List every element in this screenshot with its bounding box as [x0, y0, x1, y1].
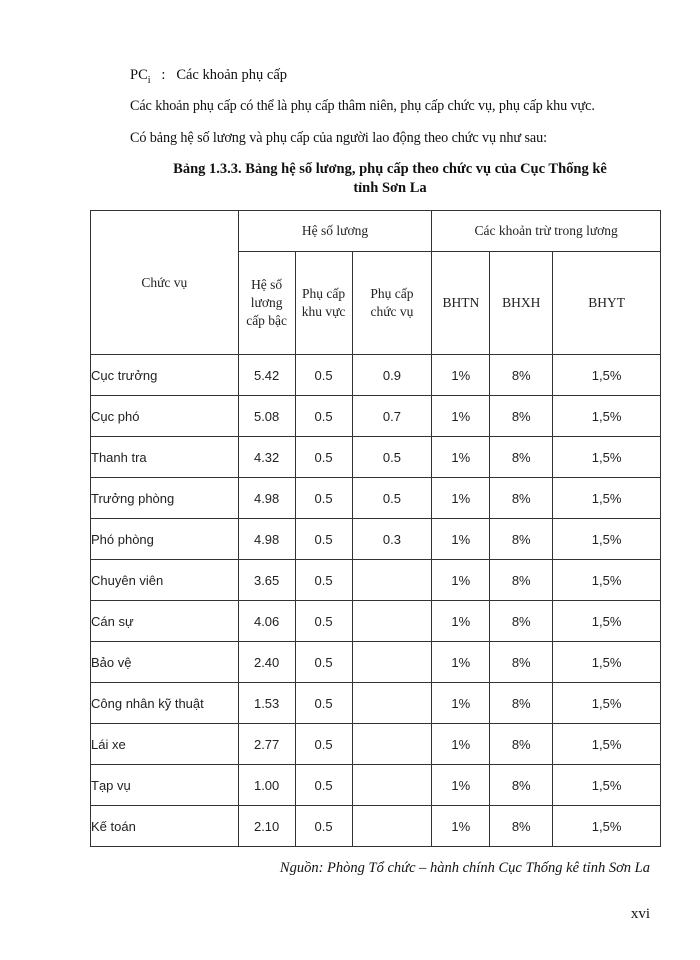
- cell-position: Trưởng phòng: [91, 478, 239, 519]
- cell-bhyt: 1,5%: [553, 560, 661, 601]
- header-deductions-group: Các khoản trừ trong lương: [432, 211, 661, 252]
- table-caption: [90, 160, 690, 198]
- cell-bhxh: 8%: [490, 765, 553, 806]
- cell-bhxh: 8%: [490, 478, 553, 519]
- cell-regional-allowance: 0.5: [295, 601, 352, 642]
- header-bhxh: BHXH: [490, 252, 553, 355]
- cell-bhtn: 1%: [432, 724, 490, 765]
- cell-bhxh: 8%: [490, 437, 553, 478]
- cell-bhtn: 1%: [432, 765, 490, 806]
- cell-regional-allowance: 0.5: [295, 560, 352, 601]
- cell-base-coefficient: 3.65: [238, 560, 295, 601]
- cell-bhtn: 1%: [432, 683, 490, 724]
- cell-bhxh: 8%: [490, 806, 553, 847]
- cell-position: Lái xe: [91, 724, 239, 765]
- cell-bhtn: 1%: [432, 601, 490, 642]
- cell-regional-allowance: 0.5: [295, 437, 352, 478]
- cell-bhxh: 8%: [490, 396, 553, 437]
- cell-regional-allowance: 0.5: [295, 724, 352, 765]
- cell-bhxh: 8%: [490, 560, 553, 601]
- pc-symbol: PC: [130, 67, 148, 83]
- cell-base-coefficient: 5.08: [238, 396, 295, 437]
- cell-regional-allowance: 0.5: [295, 806, 352, 847]
- cell-base-coefficient: 2.40: [238, 642, 295, 683]
- cell-position-allowance: [352, 642, 432, 683]
- table-row: [91, 642, 661, 683]
- pc-definition-line: [130, 67, 287, 86]
- cell-position: Tạp vụ: [91, 765, 239, 806]
- table-row: [91, 355, 661, 396]
- pc-separator: :: [161, 67, 166, 83]
- table-caption-line-2: tỉnh Sơn La: [353, 180, 427, 196]
- cell-bhxh: 8%: [490, 724, 553, 765]
- salary-coefficient-table: [90, 210, 661, 847]
- cell-position: Chuyên viên: [91, 560, 239, 601]
- cell-regional-allowance: 0.5: [295, 478, 352, 519]
- cell-base-coefficient: 4.98: [238, 519, 295, 560]
- cell-bhtn: 1%: [432, 478, 490, 519]
- cell-regional-allowance: 0.5: [295, 396, 352, 437]
- cell-bhyt: 1,5%: [553, 806, 661, 847]
- cell-bhtn: 1%: [432, 642, 490, 683]
- cell-bhyt: 1,5%: [553, 437, 661, 478]
- cell-position: Bảo vệ: [91, 642, 239, 683]
- cell-bhtn: 1%: [432, 355, 490, 396]
- cell-base-coefficient: 2.77: [238, 724, 295, 765]
- cell-position-allowance: 0.5: [352, 437, 432, 478]
- cell-position-allowance: [352, 683, 432, 724]
- table-header-row-1: [91, 211, 661, 252]
- table-caption-line-1: Bảng 1.3.3. Bảng hệ số lương, phụ cấp theo chức vụ của Cục Thống kê: [173, 161, 607, 177]
- cell-base-coefficient: 1.00: [238, 765, 295, 806]
- cell-bhxh: 8%: [490, 683, 553, 724]
- cell-regional-allowance: 0.5: [295, 355, 352, 396]
- header-base-coefficient: Hệ số lương cấp bậc: [238, 252, 295, 355]
- table-row: [91, 560, 661, 601]
- cell-position-allowance: 0.7: [352, 396, 432, 437]
- cell-position-allowance: [352, 601, 432, 642]
- cell-bhxh: 8%: [490, 519, 553, 560]
- cell-base-coefficient: 2.10: [238, 806, 295, 847]
- header-bhtn: BHTN: [432, 252, 490, 355]
- cell-bhtn: 1%: [432, 437, 490, 478]
- cell-regional-allowance: 0.5: [295, 519, 352, 560]
- cell-position: Kế toán: [91, 806, 239, 847]
- cell-position: Phó phòng: [91, 519, 239, 560]
- header-regional-allowance: Phụ cấp khu vực: [295, 252, 352, 355]
- cell-bhtn: 1%: [432, 560, 490, 601]
- cell-position-allowance: [352, 806, 432, 847]
- cell-position-allowance: [352, 724, 432, 765]
- table-source-note: Nguồn: Phòng Tổ chức – hành chính Cục Thống kê tỉnh Sơn La: [279, 860, 650, 876]
- table-row: [91, 437, 661, 478]
- cell-regional-allowance: 0.5: [295, 642, 352, 683]
- cell-position-allowance: [352, 560, 432, 601]
- table-row: [91, 478, 661, 519]
- cell-position-allowance: [352, 765, 432, 806]
- cell-position: Cục trưởng: [91, 355, 239, 396]
- cell-bhtn: 1%: [432, 396, 490, 437]
- cell-bhyt: 1,5%: [553, 642, 661, 683]
- pc-subscript: i: [147, 74, 151, 86]
- cell-position: Thanh tra: [91, 437, 239, 478]
- cell-base-coefficient: 4.06: [238, 601, 295, 642]
- cell-position-allowance: 0.9: [352, 355, 432, 396]
- cell-bhxh: 8%: [490, 642, 553, 683]
- cell-bhxh: 8%: [490, 601, 553, 642]
- cell-bhyt: 1,5%: [553, 519, 661, 560]
- cell-bhyt: 1,5%: [553, 683, 661, 724]
- header-bhyt: BHYT: [553, 252, 661, 355]
- cell-bhxh: 8%: [490, 355, 553, 396]
- cell-regional-allowance: 0.5: [295, 683, 352, 724]
- cell-bhyt: 1,5%: [553, 396, 661, 437]
- cell-base-coefficient: 4.32: [238, 437, 295, 478]
- cell-position: Cục phó: [91, 396, 239, 437]
- table-row: [91, 601, 661, 642]
- cell-base-coefficient: 1.53: [238, 683, 295, 724]
- paragraph-allowances: Các khoản phụ cấp có thể là phụ cấp thâm niên, phụ cấp chức vụ, phụ cấp khu vực.: [130, 98, 595, 114]
- cell-position: Công nhân kỹ thuật: [91, 683, 239, 724]
- table-row: [91, 765, 661, 806]
- header-coefficient-group: Hệ số lương: [238, 211, 432, 252]
- cell-regional-allowance: 0.5: [295, 765, 352, 806]
- table-row: [91, 519, 661, 560]
- cell-base-coefficient: 5.42: [238, 355, 295, 396]
- cell-bhyt: 1,5%: [553, 765, 661, 806]
- cell-position-allowance: 0.5: [352, 478, 432, 519]
- cell-position-allowance: 0.3: [352, 519, 432, 560]
- cell-bhyt: 1,5%: [553, 724, 661, 765]
- table-row: [91, 683, 661, 724]
- header-position: Chức vụ: [91, 211, 239, 355]
- header-position-allowance: Phụ cấp chức vụ: [352, 252, 432, 355]
- cell-bhtn: 1%: [432, 806, 490, 847]
- cell-bhtn: 1%: [432, 519, 490, 560]
- cell-bhyt: 1,5%: [553, 601, 661, 642]
- cell-bhyt: 1,5%: [553, 478, 661, 519]
- table-row: [91, 724, 661, 765]
- cell-bhyt: 1,5%: [553, 355, 661, 396]
- table-row: [91, 396, 661, 437]
- table-row: [91, 806, 661, 847]
- pc-description: Các khoản phụ cấp: [176, 67, 288, 83]
- paragraph-table-intro: Có bảng hệ số lương và phụ cấp của người lao động theo chức vụ như sau:: [130, 130, 547, 146]
- cell-position: Cán sự: [91, 601, 239, 642]
- cell-base-coefficient: 4.98: [238, 478, 295, 519]
- page-number: xvi: [630, 906, 650, 922]
